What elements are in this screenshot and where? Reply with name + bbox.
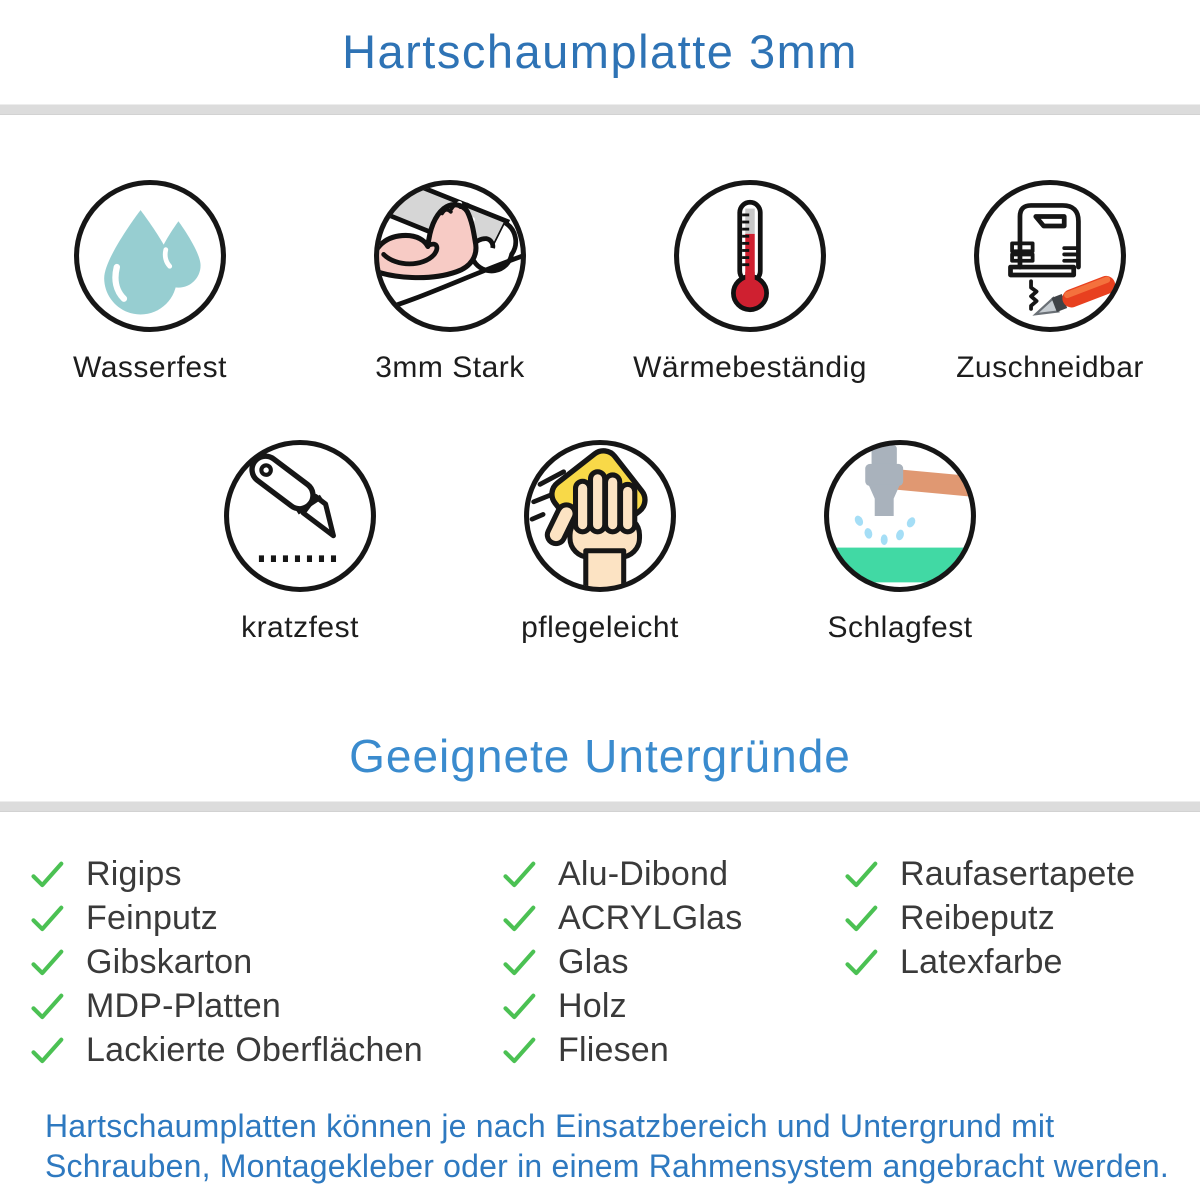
substrate-label: Gibskarton [86,942,253,981]
page-title: Hartschaumplatte 3mm [342,25,858,78]
check-icon [842,943,880,981]
substrate-item [500,1028,842,1072]
substrate-item [28,940,500,984]
check-icon [500,943,538,981]
feature-waermebestaendig [600,177,900,385]
substrate-label: ACRYLGlas [558,898,743,937]
footer-line-2: Schrauben, Montagekleber oder in einem Rahmensystem angebracht werden. [45,1148,1169,1184]
substrate-item [842,896,1200,940]
substrate-item [500,852,842,896]
feature-row-1 [0,177,1200,385]
divider-bar-middle [0,801,1200,812]
substrate-item [842,940,1200,984]
substrate-label: Raufasertapete [900,854,1136,893]
check-icon [28,1031,66,1069]
feature-label: kratzfest [241,611,359,644]
feature-label: pflegeleicht [521,611,679,644]
substrate-label: Latexfarbe [900,942,1063,981]
footer-line-1: Hartschaumplatten können je nach Einsatzbereich und Untergrund mit [45,1108,1055,1144]
substrate-list [0,852,1200,1072]
substrate-item [28,1028,500,1072]
check-icon [28,943,66,981]
check-icon [500,899,538,937]
feature-kratzfest [150,437,450,645]
substrate-item [500,940,842,984]
substrate-item [28,852,500,896]
check-icon [28,855,66,893]
substrate-label: Lackierte Oberflächen [86,1030,423,1069]
feature-3mm-stark [300,177,600,385]
check-icon [28,899,66,937]
check-icon [500,855,538,893]
substrate-label: Glas [558,942,629,981]
section-title-untergruende: Geeignete Untergründe [349,730,851,782]
feature-pflegeleicht [450,437,750,645]
substrate-label: Feinputz [86,898,219,937]
jigsaw-cutter-icon [971,177,1129,335]
feature-label: Schlagfest [827,611,973,644]
check-icon [842,855,880,893]
feature-label: Wasserfest [73,351,227,384]
feature-row-2 [0,437,1200,645]
thermometer-icon [671,177,829,335]
substrate-column-3 [842,852,1200,1072]
feature-schlagfest [750,437,1050,645]
footer-note [0,1106,1200,1186]
check-icon [842,899,880,937]
check-icon [500,1031,538,1069]
substrate-item [842,852,1200,896]
substrate-item [500,896,842,940]
feature-label: Zuschneidbar [956,351,1144,384]
substrate-column-1 [28,852,500,1072]
divider-bar-top [0,104,1200,115]
feature-label: 3mm Stark [375,351,525,384]
muscle-arm-icon [371,177,529,335]
hammer-icon [821,437,979,595]
check-icon [500,987,538,1025]
check-icon [28,987,66,1025]
water-drops-icon [71,177,229,335]
cleaning-hand-icon [521,437,679,595]
substrate-item [28,984,500,1028]
substrate-label: Holz [558,986,627,1025]
feature-label: Wärmebeständig [633,351,867,384]
substrate-item [500,984,842,1028]
substrate-label: Reibeputz [900,898,1055,937]
substrate-item [28,896,500,940]
feature-wasserfest [0,177,300,385]
feature-zuschneidbar [900,177,1200,385]
substrate-label: Fliesen [558,1030,670,1069]
substrate-label: MDP-Platten [86,986,281,1025]
substrate-label: Rigips [86,854,182,893]
utility-knife-icon [221,437,379,595]
substrate-label: Alu-Dibond [558,854,729,893]
substrate-column-2 [500,852,842,1072]
